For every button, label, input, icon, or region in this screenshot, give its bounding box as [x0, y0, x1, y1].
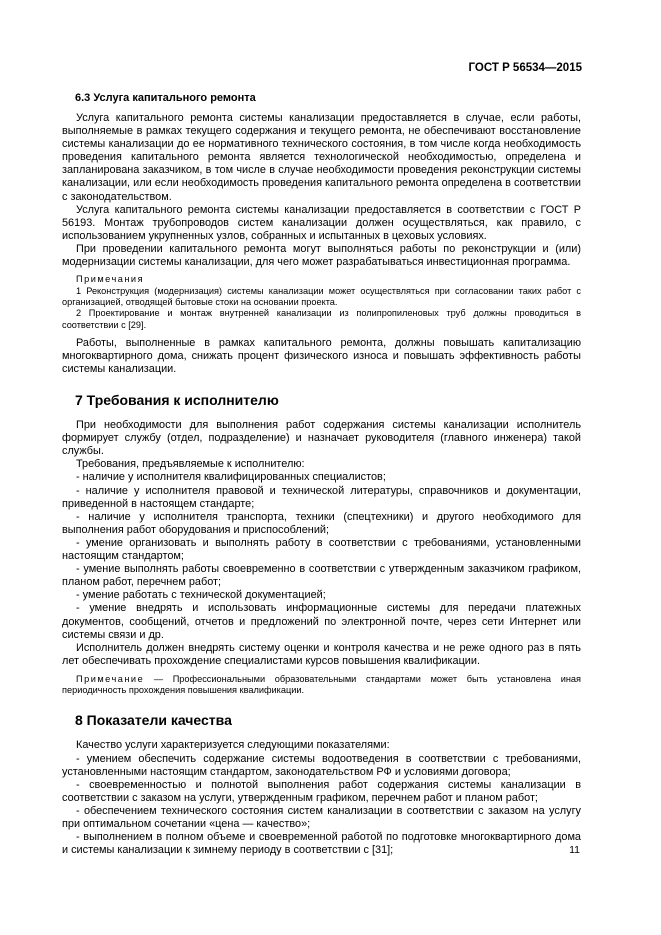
paragraph: Качество услуги характеризуется следующими показателями:: [76, 739, 390, 752]
paragraph: Исполнитель должен внедрять систему оценки и контроля качества и не реже одного раз в пять лет обеспечивать прохождение специалистами курсов повышения квалификации.: [62, 641, 581, 667]
note: [62, 674, 581, 697]
list-item: - обеспечением технического состояния систем канализации в соответствии с заказом на услугу при оптимальном сочетании «цена — качество»;: [62, 804, 581, 831]
section-7-title: 7 Требования к исполнителю: [75, 392, 279, 409]
note-item: 2 Проектирование и монтаж внутренней канализации из полипропиленовых труб должны проводиться в соответствии с [29].: [62, 308, 581, 330]
paragraph: Услуга капитального ремонта системы канализации предоставляется в случае, если работы, выполняемые в рамках текущего содержания и текущего ремонта, не обеспечивают восстановление системы канализации до ее нормативного технического состояния, в том числе когда необходимость проведения капитального ремонта является технологической необходимостью, определена и запланирована заказчиком, в том числе в случае необходимости проведения реконструкции системы канализации, или если необходимость проведения капитального ремонта определена в соответствии с законодательством.: [62, 112, 581, 203]
notes-title: Примечания: [76, 274, 145, 285]
paragraph: Работы, выполненные в рамках капитального ремонта, должны повышать капитализацию многоквартирного дома, снижать процент физического износа и повышать эффективность работы системы канализации.: [62, 336, 581, 375]
note-text: — Профессиональными образовательными стандартами может быть установлена иная периодичность прохождения повышения квалификации.: [62, 673, 581, 696]
section-6-3-title: 6.3 Услуга капитального ремонта: [75, 92, 256, 104]
page-number: 11: [569, 844, 580, 856]
document-id: ГОСТ Р 56534—2015: [468, 62, 582, 74]
list-item: - умение организовать и выполнять работу в соответствии с требованиями, установленными настоящим стандартом;: [62, 536, 581, 563]
list-item: - умение выполнять работы своевременно в соответствии с утвержденным заказчиком графиком, планом работ, перечнем работ;: [62, 563, 581, 589]
page-content: [62, 92, 581, 857]
paragraph: При необходимости для выполнения работ содержания системы канализации исполнитель формирует службу (отдел, подразделение) и назначает руководителя (главного инженера) такой службы.: [62, 419, 581, 458]
list-item: - умение внедрять и использовать информационные системы для передачи платежных документов, сообщений, отчетов и предложений по электронной почте, через сети Интернет или системы связи и др.: [62, 602, 581, 641]
note-label: Примечание: [76, 673, 145, 684]
list-item: - умение работать с технической документацией;: [76, 589, 326, 602]
list-item: - своевременностью и полнотой выполнения работ содержания системы канализации в соответствии с заказом на услуги, утвержденным графиком, перечнем работ и планом работ;: [62, 778, 581, 804]
list-item: - наличие у исполнителя правовой и технической литературы, справочников и документации, приведенной в настоящем стандарте;: [62, 484, 581, 510]
paragraph: Требования, предъявляемые к исполнителю:: [76, 458, 305, 471]
list-item: - наличие у исполнителя транспорта, техники (спецтехники) и другого необходимого для выполнения работ оборудования и приспособлений;: [62, 510, 581, 536]
note-item: 1 Реконструкция (модернизация) системы канализации может осуществляться при согласовании таких работ с организацией, отводящей бытовые стоки на основании проекта.: [62, 285, 581, 307]
list-item: - выполнением в полном объеме и своевременной работой по подготовке многоквартирного дома и системы канализации к зимнему периоду в соответствии с [31];: [62, 831, 581, 857]
list-item: - наличие у исполнителя квалифицированных специалистов;: [76, 471, 386, 484]
paragraph: При проведении капитального ремонта могут выполняться работы по реконструкции и (или) модернизации системы канализации, для чего может разрабатываться инвестиционная программа.: [62, 242, 581, 269]
paragraph: Услуга капитального ремонта системы канализации предоставляется в соответствии с ГОСТ Р 56193. Монтаж трубопроводов систем канализации должен осуществляться, как правило, с использованием укрупненных узлов, собранных и испытанных в цеховых условиях.: [62, 203, 581, 242]
section-8-title: 8 Показатели качества: [75, 712, 232, 729]
list-item: - умением обеспечить содержание системы водоотведения в соответствии с требованиями, установленными настоящим стандартом, законодательством РФ и условиями договора;: [62, 752, 581, 778]
